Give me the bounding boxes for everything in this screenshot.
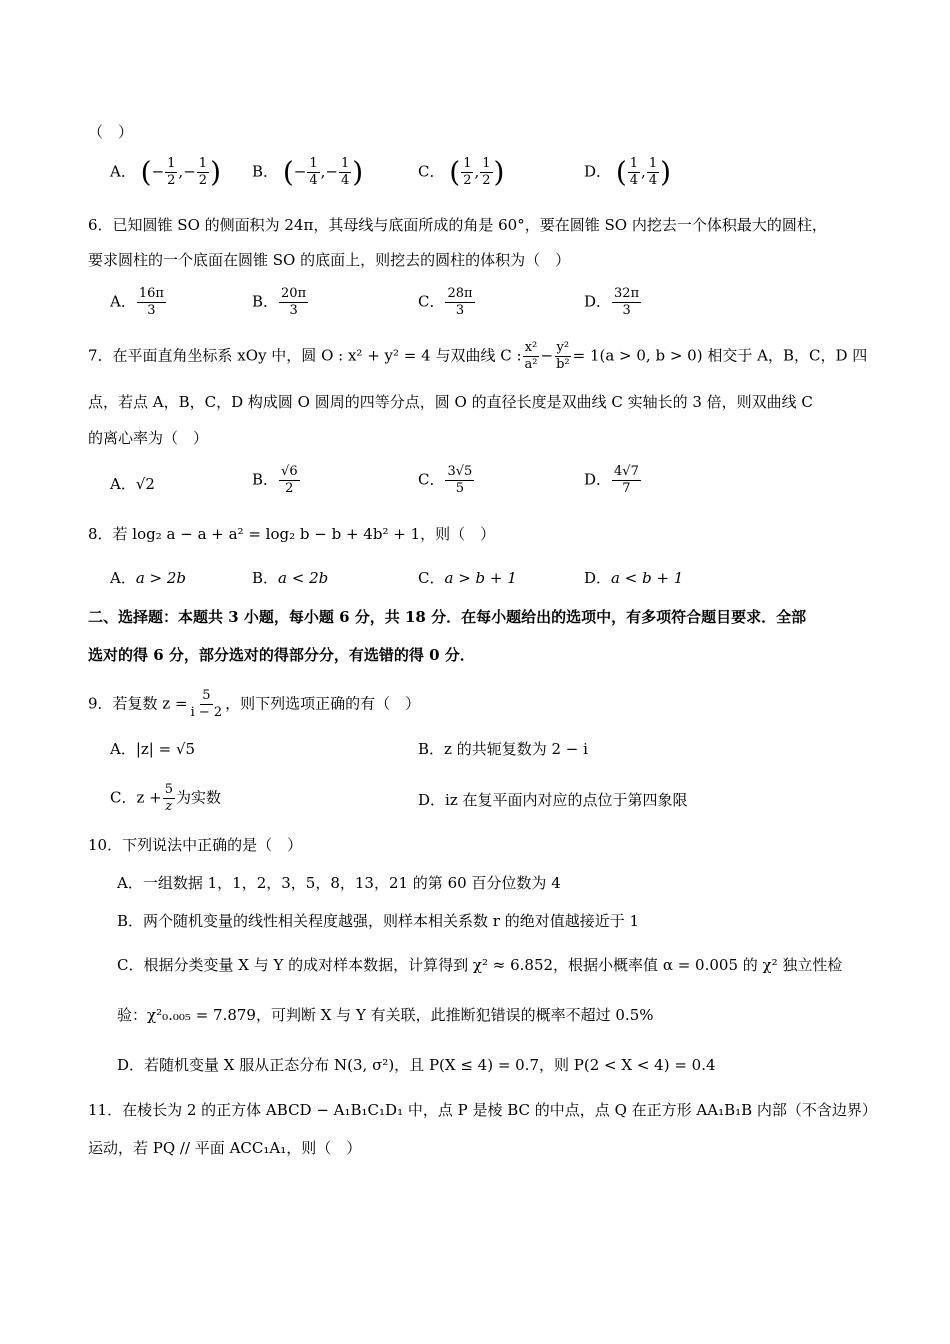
q7-option-c: C． $\frac{3√5}{5}$ [418, 464, 473, 496]
section2-heading-line2: 选对的得 6 分，部分选对的得部分分，有选错的得 0 分． [88, 646, 475, 664]
q6-option-a: A． $\frac{16\pi}{3}$ [110, 286, 164, 318]
q9-option-b: B．z 的共轭复数为 2 − i [418, 740, 588, 758]
q7-stem-line3: 的离心率为（ ） [88, 429, 209, 447]
q9-option-a: A．|z| = √5 [110, 740, 196, 758]
q11-stem-line1: 11．在棱长为 2 的正方体 ABCD − A₁B₁C₁D₁ 中，点 P 是棱 BC 的中点，点 Q 在正方形 AA₁B₁B 内部（不含边界） [88, 1101, 877, 1119]
q7-option-a: A．√2 [110, 475, 155, 493]
q7-stem-line2: 点，若点 A，B，C，D 构成圆 O 圆周的四等分点，圆 O 的直径长度是双曲线 C 实轴长的 3 倍，则双曲线 C [88, 393, 813, 411]
q5-option-d: D． ( $\frac{1}{4}$ , $\frac{1}{4}$ ) [584, 155, 672, 189]
q5-option-c: C． ( $\frac{1}{2}$ , $\frac{1}{2}$ ) [418, 155, 505, 189]
q11-stem-line2: 运动，若 PQ // 平面 ACC₁A₁，则（ ） [88, 1139, 362, 1157]
q5-stem-tail: （ ） [88, 123, 134, 141]
q9-option-d: D．iz 在复平面内对应的点位于第四象限 [418, 791, 688, 809]
q8-option-c: C．a > b + 1 [418, 569, 517, 587]
q8-option-b: B．a < 2b [252, 569, 329, 587]
q8-option-a: A．a > 2b [110, 569, 187, 587]
q6-stem-line1: 6．已知圆锥 SO 的侧面积为 24π，其母线与底面所成的角是 60°，要在圆锥 SO 内挖去一个体积最大的圆柱， [88, 216, 827, 234]
q5-option-b: B． (− $\frac{1}{4}$ ,− $\frac{1}{4}$ ) [252, 155, 364, 189]
q9-stem: 9．若复数 z = $\frac{5}{i - 2}$ ，则下列选项正确的有（ ） [88, 688, 421, 720]
q9-option-c: C．z + $\frac{5}{z}$ 为实数 [110, 782, 222, 814]
q5-option-a: A． (− $\frac{1}{2}$ ,− $\frac{1}{2}$ ) [110, 155, 221, 189]
q7-stem-line1: 7．在平面直角坐标系 xOy 中，圆 O : x² + y² = 4 与双曲线 C : $\frac{\text{x²}}{\text{a²}}$ − $\frac{\text{y²}}{\text{b²}}$ = 1(a > 0, b > 0) 相交于 A，B，C，D 四 [88, 340, 868, 372]
q6-stem-line2: 要求圆柱的一个底面在圆锥 SO 的底面上，则挖去的圆柱的体积为（ ） [88, 251, 571, 269]
q10-stem: 10．下列说法中正确的是（ ） [88, 836, 303, 854]
q10-option-d: D．若随机变量 X 服从正态分布 N(3, σ²)，且 P(X ≤ 4) = 0.7，则 P(2 < X < 4) = 0.4 [117, 1056, 716, 1074]
q10-option-a: A．一组数据 1，1，2，3，5，8，13，21 的第 60 百分位数为 4 [117, 874, 561, 892]
section2-heading-line1: 二、选择题：本题共 3 小题，每小题 6 分，共 18 分．在每小题给出的选项中，有多项符合题目要求．全部 [88, 608, 807, 626]
q10-option-c-line2: 验：χ²₀.₀₀₅ = 7.879，可判断 X 与 Y 有关联，此推断犯错误的概率不超过 0.5% [117, 1006, 654, 1024]
q6-option-d: D． $\frac{32\pi}{3}$ [584, 286, 640, 318]
q7-option-d: D． $\frac{4√7}{7}$ [584, 464, 639, 496]
q8-stem: 8．若 log₂ a − a + a² = log₂ b − b + 4b² + 1，则（ ） [88, 525, 496, 543]
q8-option-d: D．a < b + 1 [584, 569, 684, 587]
q6-option-b: B． $\frac{20\pi}{3}$ [252, 286, 307, 318]
q10-option-c-line1: C．根据分类变量 X 与 Y 的成对样本数据，计算得到 χ² ≈ 6.852，根据小概率值 α = 0.005 的 χ² 独立性检 [117, 956, 843, 974]
q6-option-c: C． $\frac{28\pi}{3}$ [418, 286, 473, 318]
q10-option-b: B．两个随机变量的线性相关程度越强，则样本相关系数 r 的绝对值越接近于 1 [117, 912, 640, 930]
q7-option-b: B． $\frac{√6}{2}$ [252, 464, 298, 496]
